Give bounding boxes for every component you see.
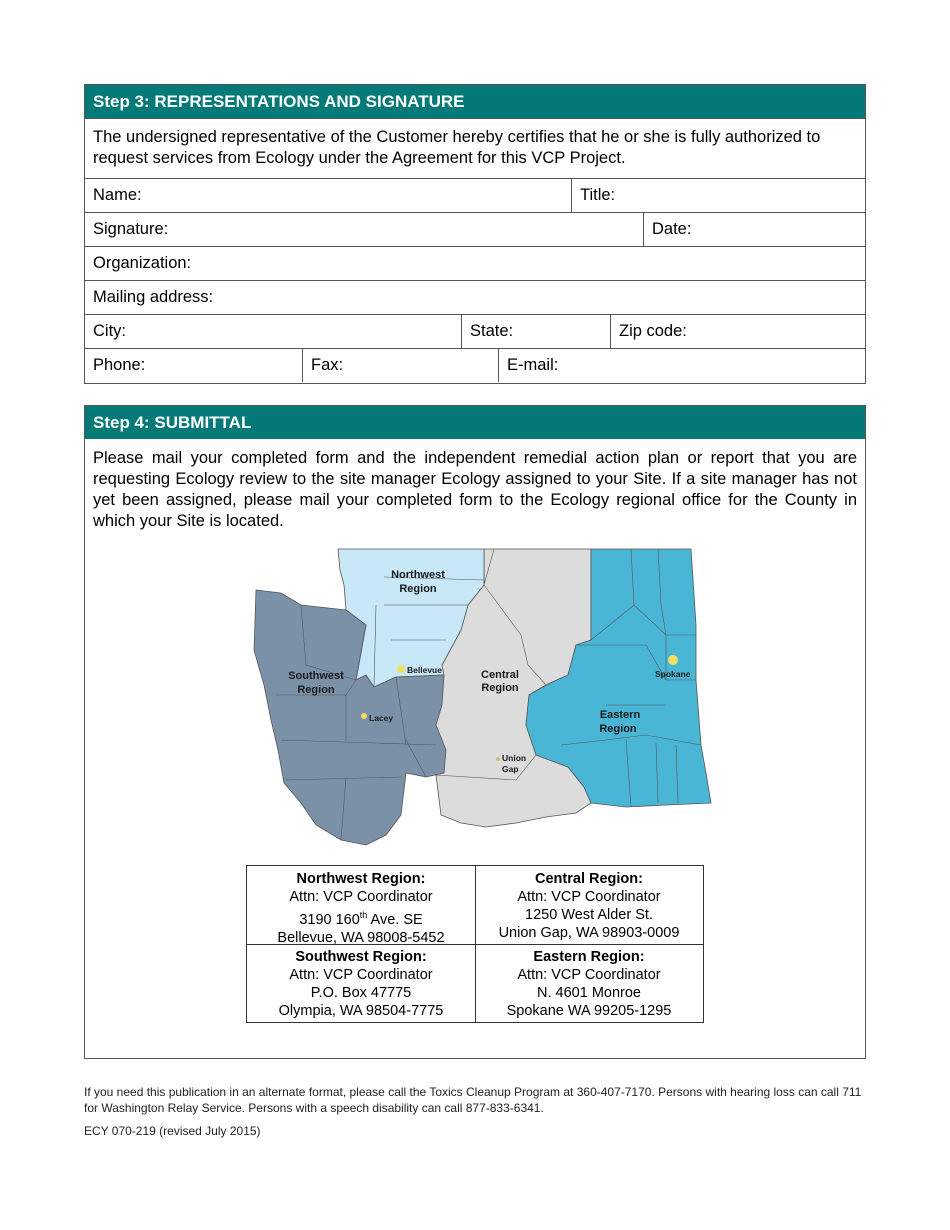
southwest-office — [247, 944, 475, 1022]
zip-field[interactable]: Zip code: — [610, 315, 865, 348]
bellevue-marker — [397, 665, 405, 673]
title-field[interactable]: Title: — [571, 179, 865, 212]
signature-date-row — [85, 212, 865, 246]
southwest-label-1: Southwest — [288, 670, 344, 682]
organization-row — [85, 246, 865, 280]
step3-header: Step 3: REPRESENTATIONS AND SIGNATURE — [85, 85, 865, 118]
signature-field[interactable]: Signature: — [93, 220, 169, 238]
organization-field[interactable]: Organization: — [93, 254, 192, 272]
central-office-city: Union Gap, WA 98903-0009 — [498, 925, 680, 941]
city-field[interactable]: City: — [93, 322, 126, 340]
union-gap-label-2: Gap — [502, 764, 519, 774]
accessibility-note: If you need this publication in an alternate format, please call the Toxics Cleanup Program at 360-407-7170. Persons with hearing loss can call 711 for Washington Relay Service. Persons with a speech disability can call 877-833-6341. — [84, 1085, 862, 1115]
eastern-office — [475, 944, 703, 1022]
washington-regions-map — [246, 545, 714, 850]
step3-intro: The undersigned representative of the Customer hereby certifies that he or she is fully authorized to request services from Ecology under the Agreement for this VCP Project. — [85, 118, 865, 178]
submittal-instructions: Please mail your completed form and the independent remedial action plan or report that you are requesting Ecology review to the site manager Ecology assigned to your Site. If a site manager has not yet been assigned, please mail your completed form to the Ecology regional office for the County in which your Site is located. — [93, 449, 857, 530]
southwest-office-attn: Attn: VCP Coordinator — [289, 967, 433, 983]
eastern-office-attn: Attn: VCP Coordinator — [517, 967, 661, 983]
eastern-office-title: Eastern Region: — [533, 949, 645, 965]
central-office-title: Central Region: — [535, 871, 643, 887]
form-id: ECY 070-219 (revised July 2015) — [84, 1124, 261, 1138]
central-label-2: Region — [481, 682, 519, 694]
northwest-office-attn: Attn: VCP Coordinator — [289, 889, 433, 905]
northwest-office-city: Bellevue, WA 98008-5452 — [277, 929, 445, 946]
southwest-label-2: Region — [297, 684, 335, 696]
bellevue-label: Bellevue — [407, 665, 442, 675]
name-field[interactable]: Name: — [93, 186, 142, 204]
eastern-office-city: Spokane WA 99205-1295 — [506, 1003, 672, 1019]
regional-offices-table — [246, 865, 704, 1023]
fax-field[interactable]: Fax: — [302, 349, 498, 382]
northwest-office-title: Northwest Region: — [296, 871, 426, 887]
lacey-marker — [361, 713, 367, 719]
eastern-label-2: Region — [599, 723, 637, 735]
phone-fax-email-row — [85, 348, 865, 382]
spokane-label: Spokane — [655, 669, 691, 679]
city-state-zip-row — [85, 314, 865, 348]
eastern-office-street: N. 4601 Monroe — [537, 985, 641, 1001]
central-office-street: 1250 West Alder St. — [525, 907, 653, 923]
lacey-label: Lacey — [369, 713, 394, 723]
phone-field[interactable]: Phone: — [93, 356, 146, 374]
date-field[interactable]: Date: — [643, 213, 865, 246]
email-field[interactable]: E-mail: — [498, 349, 865, 382]
state-field[interactable]: State: — [461, 315, 610, 348]
eastern-label-1: Eastern — [599, 709, 641, 721]
name-title-row — [85, 178, 865, 212]
southwest-office-street: P.O. Box 47775 — [310, 985, 412, 1001]
northwest-office — [247, 866, 475, 944]
step3-section — [84, 84, 866, 384]
southwest-office-city: Olympia, WA 98504-7775 — [278, 1003, 444, 1019]
central-office-attn: Attn: VCP Coordinator — [517, 889, 661, 905]
union-gap-marker — [496, 757, 500, 761]
spokane-marker — [668, 655, 678, 665]
mailing-address-row — [85, 280, 865, 314]
northwest-office-street: 3190 160th Ave. SE — [299, 910, 423, 928]
southwest-office-title: Southwest Region: — [295, 949, 427, 965]
central-office — [475, 866, 703, 944]
central-label-1: Central — [481, 669, 519, 681]
step4-header: Step 4: SUBMITTAL — [85, 406, 865, 439]
union-gap-label-1: Union — [502, 753, 527, 763]
northwest-label-1: Northwest — [391, 569, 445, 581]
northwest-label-2: Region — [399, 583, 437, 595]
mailing-address-field[interactable]: Mailing address: — [93, 288, 214, 306]
